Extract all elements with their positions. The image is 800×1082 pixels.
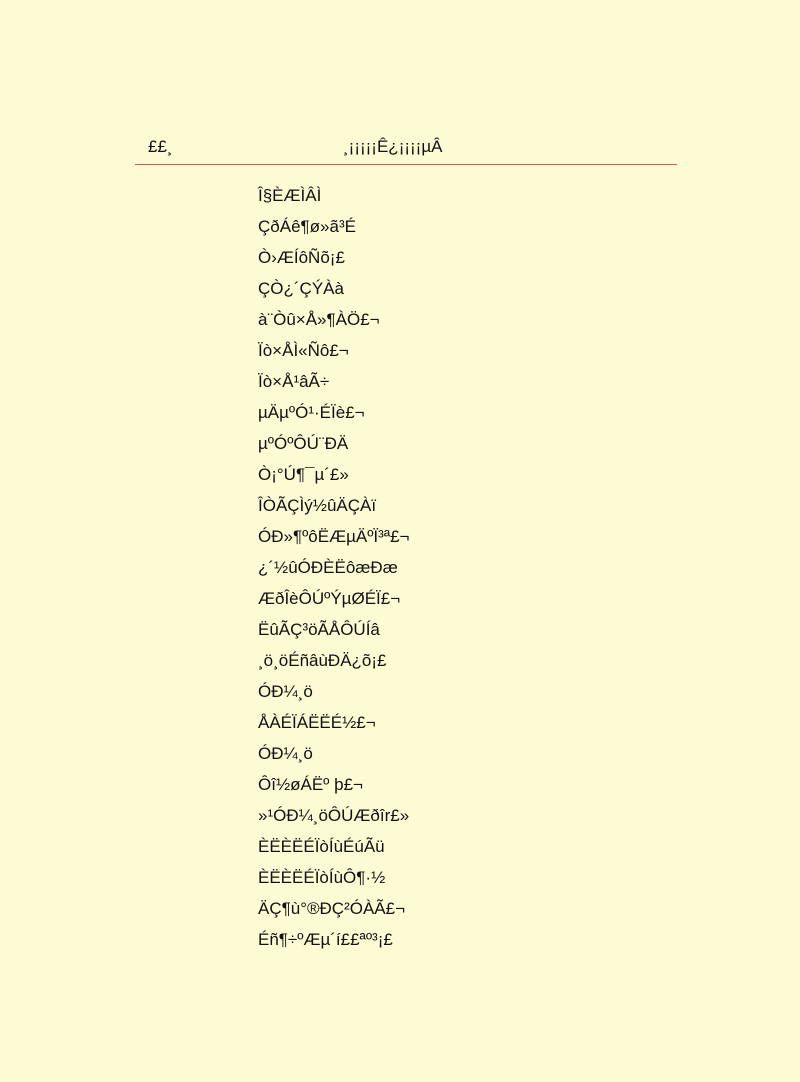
poem-line: Ïò×Å¹âÃ÷ xyxy=(258,372,330,391)
poem-line: ÓÐ¼¸ö xyxy=(258,682,313,701)
poem-line: ÆðÎèÔÚºÝµØÉÏ£¬ xyxy=(258,589,401,608)
poem-line: ÄÇ¶ù°®ÐÇ²ÓÀÃ£¬ xyxy=(258,899,406,918)
poem-line: ¿´½ûÓÐÈËôæÐæ xyxy=(258,558,398,577)
poem-line: Î§ÈÆÌÂÌ xyxy=(258,186,322,205)
page-header xyxy=(135,133,677,163)
poem-line: Ò›ÆÍôÑõ¡£ xyxy=(258,248,345,267)
poem-line: ¸ö¸öÉñâùÐÄ¿õ¡£ xyxy=(258,651,387,670)
poem-line: ÇÒ¿´ÇÝÀà xyxy=(258,279,344,298)
poem-line: Éñ¶÷ºÆµ´í££ªº³¡£ xyxy=(258,930,393,949)
poem-line: Ôî½øÁËº þ£¬ xyxy=(258,775,363,794)
poem-line: ÈËÈËÉÏòÍùÉúÃü xyxy=(258,837,385,856)
poem-line: ÓÐ»¶ºôËÆµÄºÏ³ª£¬ xyxy=(258,527,410,546)
header-left-text: ££¸ xyxy=(148,137,173,156)
poem-line: µÄµºÓ¹·ÉÏè£¬ xyxy=(258,403,365,422)
poem-line: ÈËÈËÉÏòÍùÔ¶·½ xyxy=(258,868,386,887)
poem-line: ÎÒÃÇÌý½ûÄÇÀï xyxy=(258,496,377,515)
poem-line: Ïò×ÅÌ«Ñô£¬ xyxy=(258,341,349,360)
poem-line: µºÓºÔÚ¨ÐÄ xyxy=(258,434,349,453)
poem-body xyxy=(258,180,658,955)
header-divider xyxy=(135,164,677,165)
poem-line: ÓÐ¼¸ö xyxy=(258,744,313,763)
poem-line: ÅÀÉÏÁËËÉ½£¬ xyxy=(258,713,376,732)
poem-line: ÇðÁê¶ø»ã³É xyxy=(258,217,356,236)
poem-line: à¨Òû×Å»¶ÀÖ£¬ xyxy=(258,310,380,329)
poem-line: ËûÃÇ³öÃÅÔÚÍâ xyxy=(258,620,380,639)
poem-line: »¹ÓÐ¼¸öÔÚÆðîr£» xyxy=(258,806,410,825)
header-title: ¸¡¡¡¡¡Ê¿¡¡¡¡µÂ xyxy=(343,137,443,156)
poem-line: Ò¡°Ú¶¯µ´£» xyxy=(258,465,349,484)
